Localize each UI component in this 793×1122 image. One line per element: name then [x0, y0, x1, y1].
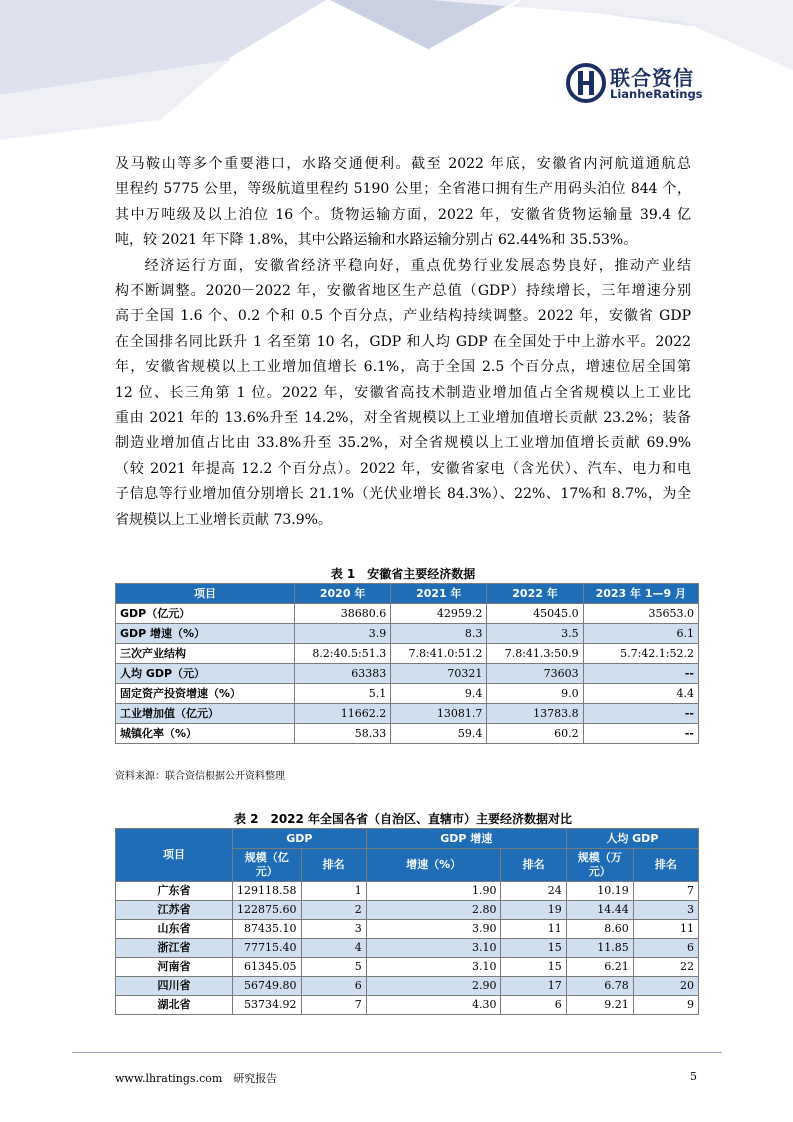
paragraph-line: 构不断调整。2020－2022 年，安徽省地区生产总值（GDP）持续增长，三年增速分别	[115, 283, 691, 300]
cell: 11.85	[566, 939, 633, 958]
cell: 20	[633, 977, 698, 996]
cell: 4.4	[583, 684, 698, 704]
cell: 6.21	[566, 958, 633, 977]
cell: 73603	[487, 664, 583, 684]
page-number: 5	[690, 1070, 697, 1083]
cell: 56749.80	[233, 977, 302, 996]
province-name: 湖北省	[116, 996, 233, 1015]
cell: 2.80	[366, 901, 501, 920]
paragraph-line: 在全国排名同比跃升 1 名至第 10 名，GDP 和人均 GDP 在全国处于中上游水平。2022	[115, 333, 691, 350]
table1-header-cell: 项目	[116, 584, 295, 604]
cell: 24	[501, 882, 566, 901]
cell: 60.2	[487, 724, 583, 744]
table2-group-row	[116, 829, 699, 849]
cell: 45045.0	[487, 604, 583, 624]
cell: 15	[501, 958, 566, 977]
cell: 4	[301, 939, 366, 958]
cell: 42959.2	[391, 604, 487, 624]
table2-subheader: 排名	[633, 849, 698, 882]
cell: 7	[301, 996, 366, 1015]
cell: 3	[301, 920, 366, 939]
cell: 129118.58	[233, 882, 302, 901]
cell: --	[583, 664, 698, 684]
cell: 8.2:40.5:51.3	[295, 644, 391, 664]
lianhe-logo-mark-icon	[566, 62, 606, 104]
cell: 6.1	[583, 624, 698, 644]
cell: 8.60	[566, 920, 633, 939]
table-row	[116, 977, 699, 996]
cell: 3.5	[487, 624, 583, 644]
cell: 70321	[391, 664, 487, 684]
paragraph-line: 重由 2021 年的 13.6%升至 14.2%，对全省规模以上工业增加值增长贡献 23.2%；装备	[115, 410, 691, 427]
cell: 3.90	[366, 920, 501, 939]
cell: 7	[633, 882, 698, 901]
cell: 63383	[295, 664, 391, 684]
cell: 11	[633, 920, 698, 939]
row-label: 固定资产投资增速（%）	[116, 684, 295, 704]
body-text	[115, 152, 691, 533]
table2	[115, 828, 699, 1015]
table-row	[116, 724, 699, 744]
province-name: 广东省	[116, 882, 233, 901]
province-name: 四川省	[116, 977, 233, 996]
table2-subheader: 规模（亿元）	[233, 849, 302, 882]
table2-subheader: 排名	[301, 849, 366, 882]
table1-source-note: 资料来源：联合资信根据公开资料整理	[115, 771, 285, 782]
cell: 3.10	[366, 958, 501, 977]
table1-header-row	[116, 584, 699, 604]
footer-site-label: www.lhratings.com 研究报告	[115, 1072, 278, 1085]
cell: 6	[633, 939, 698, 958]
cell: 1.90	[366, 882, 501, 901]
paragraph-line: 吨，较 2021 年下降 1.8%，其中公路运输和水路运输分别占 62.44%和 35.53%。	[115, 232, 638, 249]
cell: 17	[501, 977, 566, 996]
cell: 11	[501, 920, 566, 939]
province-name: 河南省	[116, 958, 233, 977]
table-row	[116, 644, 699, 664]
table-row	[116, 704, 699, 724]
province-name: 山东省	[116, 920, 233, 939]
cell: 5.7:42.1:52.2	[583, 644, 698, 664]
table-row	[116, 958, 699, 977]
province-name: 浙江省	[116, 939, 233, 958]
cell: 22	[633, 958, 698, 977]
table-row	[116, 664, 699, 684]
table1-header-cell: 2023 年 1—9 月	[583, 584, 698, 604]
table2-group-header: GDP	[233, 829, 367, 849]
cell: --	[583, 724, 698, 744]
company-logo	[566, 62, 706, 104]
footer-divider	[72, 1052, 722, 1053]
table2-group-header: 人均 GDP	[566, 829, 698, 849]
paragraph-line: 制造业增加值占比由 33.8%升至 35.2%，对全省规模以上工业增加值增长贡献 69.9%	[115, 435, 691, 452]
paragraph-line: 高于全国 1.6 个、0.2 个和 0.5 个百分点，产业结构持续调整。2022 年，安徽省 GDP	[115, 308, 691, 325]
logo-chinese-name: 联合资信	[610, 66, 694, 90]
cell: 3.10	[366, 939, 501, 958]
table1-caption: 表 1 安徽省主要经济数据	[330, 567, 476, 581]
paragraph-line: 里程约 5775 公里，等级航道里程约 5190 公里；全省港口拥有生产用码头泊位 844 个，	[115, 181, 691, 198]
paragraph-line: 12 位、长三角第 1 位。2022 年，安徽省高技术制造业增加值占全省规模以上工业比	[115, 384, 691, 401]
table2-subheader: 规模（万元）	[566, 849, 633, 882]
cell: 13081.7	[391, 704, 487, 724]
table-row	[116, 996, 699, 1015]
table-row	[116, 882, 699, 901]
cell: 11662.2	[295, 704, 391, 724]
paragraph-line: （较 2021 年提高 12.2 个百分点）。2022 年，安徽省家电（含光伏）、汽车、电力和电	[115, 460, 691, 477]
cell: 77715.40	[233, 939, 302, 958]
paragraph-line: 其中万吨级及以上泊位 16 个。货物运输方面，2022 年，安徽省货物运输量 39.4 亿	[115, 206, 691, 223]
cell: 58.33	[295, 724, 391, 744]
paragraph-line: 及马鞍山等多个重要港口，水路交通便利。截至 2022 年底，安徽省内河航道通航总	[115, 156, 691, 172]
table2-subheader: 排名	[501, 849, 566, 882]
cell: 61345.05	[233, 958, 302, 977]
cell: 13783.8	[487, 704, 583, 724]
cell: 3.9	[295, 624, 391, 644]
cell: 122875.60	[233, 901, 302, 920]
paragraph-line: 省规模以上工业增长贡献 73.9%。	[115, 511, 332, 528]
table2-group-header: GDP 增速	[366, 829, 566, 849]
table1-header-cell: 2022 年	[487, 584, 583, 604]
row-label: 三次产业结构	[116, 644, 295, 664]
cell: 87435.10	[233, 920, 302, 939]
cell: 9.21	[566, 996, 633, 1015]
cell: 6.78	[566, 977, 633, 996]
table-row	[116, 624, 699, 644]
cell: 6	[501, 996, 566, 1015]
cell: 59.4	[391, 724, 487, 744]
row-label: GDP（亿元）	[116, 604, 295, 624]
cell: 9.4	[391, 684, 487, 704]
cell: 7.8:41.3:50.9	[487, 644, 583, 664]
cell: 4.30	[366, 996, 501, 1015]
table2-header-item: 项目	[116, 829, 233, 882]
row-label: 人均 GDP（元）	[116, 664, 295, 684]
table-row	[116, 939, 699, 958]
row-label: 城镇化率（%）	[116, 724, 295, 744]
table1-header-cell: 2021 年	[391, 584, 487, 604]
cell: 14.44	[566, 901, 633, 920]
cell: 9.0	[487, 684, 583, 704]
cell: 7.8:41.0:51.2	[391, 644, 487, 664]
cell: 19	[501, 901, 566, 920]
cell: 2.90	[366, 977, 501, 996]
cell: 15	[501, 939, 566, 958]
cell: 9	[633, 996, 698, 1015]
province-name: 江苏省	[116, 901, 233, 920]
paragraph-line: 子信息等行业增加值分别增长 21.1%（光伏业增长 84.3%）、22%、17%和 8.7%，为全	[115, 486, 691, 503]
table-row	[116, 604, 699, 624]
table-row	[116, 684, 699, 704]
logo-english-name: LianheRatings	[610, 87, 703, 101]
table2-caption: 表 2 2022 年全国各省（自治区、直辖市）主要经济数据对比	[233, 812, 573, 826]
cell: 5	[301, 958, 366, 977]
paragraph-line: 经济运行方面，安徽省经济平稳向好，重点优势行业发展态势良好，推动产业结	[143, 257, 691, 274]
table-row	[116, 920, 699, 939]
row-label: 工业增加值（亿元）	[116, 704, 295, 724]
cell: 1	[301, 882, 366, 901]
cell: 38680.6	[295, 604, 391, 624]
cell: 5.1	[295, 684, 391, 704]
cell: 2	[301, 901, 366, 920]
cell: 10.19	[566, 882, 633, 901]
table2-subheader: 增速（%）	[366, 849, 501, 882]
table-row	[116, 901, 699, 920]
cell: 53734.92	[233, 996, 302, 1015]
cell: 3	[633, 901, 698, 920]
cell: 6	[301, 977, 366, 996]
table1	[115, 583, 699, 744]
cell: --	[583, 704, 698, 724]
table1-header-cell: 2020 年	[295, 584, 391, 604]
paragraph-line: 年，安徽省规模以上工业增加值增长 6.1%，高于全国 2.5 个百分点，增速位居全国第	[115, 359, 691, 376]
row-label: GDP 增速（%）	[116, 624, 295, 644]
cell: 8.3	[391, 624, 487, 644]
cell: 35653.0	[583, 604, 698, 624]
